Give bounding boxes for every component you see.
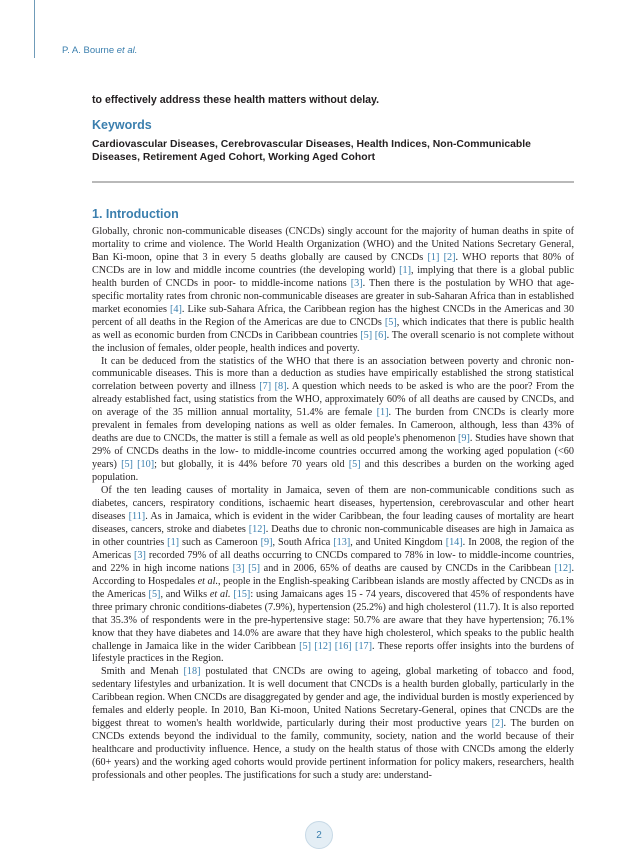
citation-link[interactable]: [2]: [443, 251, 456, 263]
citation-link[interactable]: [5]: [360, 329, 373, 341]
paragraph-text: : using Jamaicans ages 15 - 74 years, discovered that 45% of respondents have three primary chronic conditions-diabetes (7.9%), hypertension (25.2%) and high cholesterol (11.7). It is also reported that 35.3% of respondents were in the pre-hypertensive stage: 50.7% are aware that they have hypertension; 76.1% know that they have diabetes and 14.0% are aware that they have high cholesterol, which speaks to the public health challenge in Jamaica like in the wider Caribbean: [92, 588, 575, 652]
italic-text: et al.: [209, 588, 231, 600]
paragraph: [92, 485, 574, 666]
citation-link[interactable]: [1]: [399, 264, 411, 276]
paragraph-text: . Studies have shown that 29% of CNCDs deaths in the low- to middle-income countries occurred among the working aged population (<60 years): [92, 433, 574, 471]
citation-link[interactable]: [3]: [350, 277, 363, 289]
paragraph: [92, 226, 574, 356]
citation-link[interactable]: [8]: [274, 381, 287, 393]
paragraph-text: . Like sub-Sahara Africa, the Caribbean region has the highest CNCDs in the Americas and 30 percent of all deaths in the Region of the Americas are due to CNCDs: [92, 303, 574, 328]
citation-link[interactable]: [15]: [233, 588, 251, 600]
keywords-text: Cardiovascular Diseases, Cerebrovascular Diseases, Health Indices, Non-Communicable Diseases, Retirement Aged Cohort, Working Aged Cohort: [92, 139, 531, 163]
margin-rule: [34, 0, 35, 58]
section-heading: 1. Introduction: [92, 207, 179, 221]
italic-text: et al.: [197, 575, 218, 587]
paragraph-text: and this describes a burden on the working aged population.: [92, 459, 575, 484]
citation-link[interactable]: [18]: [183, 666, 201, 678]
paragraph-text: , South Africa: [272, 536, 334, 548]
citation-link[interactable]: [5]: [121, 459, 133, 471]
section-divider: [92, 181, 574, 183]
paragraph-text: postulated that CNCDs are owing to ageing, global marketing of tobacco and food, sedentary lifestyles and urbanization. It is well document that CNCDs is a health burden globally, particularly in the Caribbean region. When CNCDs are disaggregated by gender and age, the individual burden is mostly experienced by females and elderly people. In 2010, Ban Ki-moon, United Nations Secretary-General, opines that CNCDs are the biggest threat to women's health worldwide, particularly during their most productive years: [92, 666, 575, 730]
citation-link[interactable]: [3]: [133, 549, 146, 561]
paragraph-text: . The burden on CNCDs extends beyond the individual to the family, community, society, nation and the world because of their healthcare and productivity influence. Hence, a study on the health status of those with CNCDs among the elderly (60+ years) and the working aged cohorts would provide pertinent information for policy makers, researchers, health professionals and other peoples. The justifications for such a study are: understand-: [92, 718, 574, 782]
paragraph-text: , and United Kingdom: [350, 536, 446, 548]
citation-link[interactable]: [14]: [445, 536, 463, 548]
citation-link[interactable]: [5]: [148, 588, 161, 600]
paragraph-text: . As in Jamaica, which is evident in the wider Caribbean, the four leading causes of mortality are heart diseases, cancers, stroke and diabetes: [92, 510, 574, 535]
page-number: 2: [305, 821, 333, 849]
citation-link[interactable]: [10]: [137, 459, 155, 471]
paragraph-text: ; but globally, it is 44% before 70 years old: [154, 459, 349, 471]
paragraph: [92, 356, 574, 486]
paragraph-text: . Deaths due to chronic non-communicable diseases are high in Jamaica as in other countries: [92, 523, 574, 548]
citation-link[interactable]: [3]: [232, 562, 245, 574]
citation-link[interactable]: [2]: [491, 718, 504, 730]
running-head-etal: et al.: [116, 45, 138, 56]
paragraph-text: It can be deduced from the statistics of the WHO that there is an association between poverty and chronic non-communicable diseases. This is more than a deduction as studies have empirically established the strong statistical correlation between poverty and illness: [92, 355, 574, 393]
citation-link[interactable]: [5]: [384, 316, 397, 328]
paragraph-text: . Then there is the postulation by WHO that age-specific mortality rates from chronic non-communicable diseases are greater in sub-Saharan Africa than in established market economies: [92, 277, 575, 315]
paragraph-text: Globally, chronic non-communicable diseases (CNCDs) singly account for the majority of human deaths in spite of mortality to crime and violence. The World Health Organization (WHO) and the United Nations Secretary General, Ban Ki-moon, opine that 3 in every 5 deaths globally are caused by CNCDs: [92, 226, 574, 263]
paragraph-text: , people in the English-speaking Caribbean islands are mostly affected by CNCDs as in the Americas: [92, 575, 575, 600]
citation-link[interactable]: [13]: [333, 536, 351, 548]
citation-link[interactable]: [11]: [128, 510, 146, 522]
paragraph-text: . The overall scenario is not complete without the inclusion of females, older people, health indices and poverty.: [92, 329, 575, 354]
citation-link[interactable]: [6]: [374, 329, 387, 341]
abstract-closing-line: to effectively address these health matters without delay.: [92, 94, 380, 106]
citation-link[interactable]: [12]: [314, 640, 332, 652]
paragraph-text: Of the ten leading causes of mortality in Jamaica, seven of them are non-communicable conditions such as diabetes, cancers, respiratory conditions, ischaemic heart diseases, hypertension, cerebrovascular and other heart diseases: [92, 485, 574, 522]
citation-link[interactable]: [7]: [259, 381, 272, 393]
paragraph-text: , which indicates that there is public health as well as economic burden from CNCDs in Caribbean countries: [92, 316, 574, 341]
paragraph-text: Smith and Menah: [101, 666, 184, 678]
paragraph-text: , implying that there is a global public health burden of CNCDs in poor- to middle-income nations: [92, 264, 574, 289]
citation-link[interactable]: [5]: [348, 459, 361, 471]
running-head: [62, 45, 137, 56]
citation-link[interactable]: [1]: [427, 251, 440, 263]
paragraph-text: . A question which needs to be asked is who are the poor? From the already established fact, using statistics from the WHO, approximately 60% of all deaths are caused by CNCDs, and on average of the 35 million annual mortality, 51.4% are female: [92, 381, 574, 419]
paragraph: [92, 666, 574, 783]
citation-link[interactable]: [9]: [458, 433, 470, 445]
citation-link[interactable]: [17]: [355, 640, 373, 652]
keywords-heading: Keywords: [92, 118, 152, 132]
paragraph-text: and in 2006, 65% of deaths are caused by CNCDs in the Caribbean: [260, 562, 555, 574]
citation-link[interactable]: [9]: [260, 536, 273, 548]
running-head-authors: P. A. Bourne: [62, 45, 115, 56]
citation-link[interactable]: [12]: [554, 562, 572, 574]
paragraph-text: . These reports offer insights into the burdens of lifestyle practices in the Region.: [92, 640, 575, 665]
citation-link[interactable]: [16]: [334, 640, 352, 652]
citation-link[interactable]: [1]: [376, 407, 389, 419]
paragraph-text: . According to Hospedales: [92, 562, 574, 587]
citation-link[interactable]: [4]: [169, 303, 182, 315]
paragraph-text: recorded 79% of all deaths occurring to CNCDs compared to 78% in low- to middle-income countries, and 22% in high income nations: [92, 549, 574, 574]
citation-link[interactable]: [12]: [248, 523, 266, 535]
paragraph-text: . In 2008, the region of the Americas: [92, 536, 574, 561]
paragraph-text: , and Wilks: [160, 588, 210, 600]
body-text: [92, 226, 574, 783]
paragraph-text: . WHO reports that 80% of CNCDs are in low and middle income countries (the developing world): [92, 251, 574, 276]
paragraph-text: . The burden from CNCDs is clearly more prevalent in females from developing nations as well as older females. In Cameroon, although, less than 43% of deaths are due to CNCDs, the matter is still a female as well as old people's phenomenon: [92, 407, 574, 445]
paragraph-text: such as Cameroon: [179, 536, 261, 548]
citation-link[interactable]: [5]: [248, 562, 261, 574]
citation-link[interactable]: [1]: [167, 536, 180, 548]
citation-link[interactable]: [5]: [299, 640, 312, 652]
